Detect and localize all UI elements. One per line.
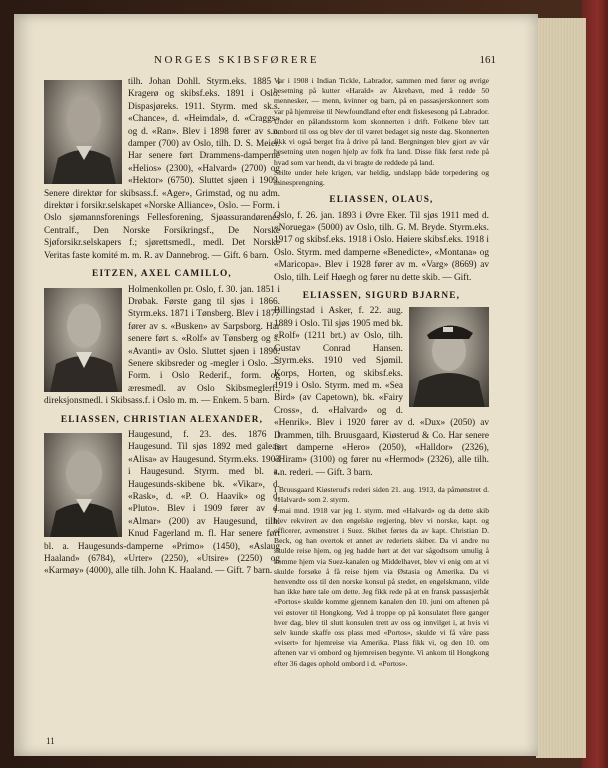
book-page	[14, 14, 538, 756]
entry2-name: EITZEN, AXEL CAMILLO,	[92, 269, 232, 280]
captain-portrait-icon	[409, 307, 489, 407]
portrait-photo-dohll	[44, 80, 122, 184]
portrait-photo-christian-eliassen	[44, 433, 122, 537]
entry4-name: ELIASSEN, OLAUS,	[329, 195, 434, 206]
page-number: 161	[479, 54, 496, 66]
entry3-text: Haugesund, f. 23. des. 1876 i Haugesund. Til sjøs 1892 med galeas «Alisa» av Haugesund. Styrm.eks. 1903 i Haugesund. Styrm. med bl. a. Haugesunds-skibene bk. «Vikar», d. «Rask», d. «P. O. Haavik» og d. «Pluto». Blev i 1909 fører av d. «Almar» (200) av Haugesund, tilh. Knud Fagerland m. fl. Har senere ført bl. a. Haugesunds-damperne «Primo» (1450), «Aslaug Haaland» (6784), «Urter» (2250), «Utsire» (2250) og «Karmøy» (4000), alle tilh. John K. Haaland. — Gift. 7 barn.	[44, 429, 280, 577]
portrait-figure-icon	[44, 288, 122, 392]
portrait-photo-eitzen	[44, 288, 122, 392]
portrait-figure-icon	[44, 433, 122, 537]
portrait-figure-icon	[44, 80, 122, 184]
entry1-text: tilh. Johan Dohll. Styrm.eks. 1885 i Kragerø og skibsf.eks. 1891 i Oslo. Dispasjøreks. 1911. Styrm. med sk.s. «Chance», d. «Heimdal», d. «Craggs» og d. «Ran». Blev i 1898 fører av s.n. damper (700) av Oslo, tilh. D. S. Meier. Har senere ført Drammens-damperne «Helios» (2300), «Halvard» (2700) og «Hektor» (6750). Sluttet sjøen i 1909. Senere direktør for skibsass.f. «Ager», Grimstad, og nu adm. direktør i forsikr.selskapet «Norske Alliance», Oslo. — Form. i Oslo sjømannsforenings Fellesforening, Sjøassurandørenes Centralf., Den Norske Forsikringsf., De Norske Sjøforsikr.selskapers f.; sjørettsmedl., medl. Det Norske Veritas faste komité m. m. R. av Dannebrog. — Gift. 6 barn.	[44, 77, 280, 261]
entry5-name: ELIASSEN, SIGURD BJARNE,	[302, 291, 461, 302]
left-column	[44, 76, 280, 578]
printer-signature: 11	[46, 736, 55, 746]
labrador-rescue-text: Var i 1908 i Indian Tickle, Labrador, sammen med fører og øvrige besetning på kutter «Harald» av Åkrehavn, med å redde 50 mennesker, — menn, kvinner og barn, på en passasjerskonnert som var på hjemreise til Newfoundland efter endt fiskesesong på Labrador. Under en pålandsstorm kom skonnerten i drift. Folkene blev tatt ombord til oss og blev der til været bedaget sig neste dag. Skonnerten fikk vi også berget fra å drive på land. Bergningen blev gjort av vår besetning uten nogen hjelp av folk fra land. Disse fikk først rede på hvad som var hendt, da vi bragte de reddede på land. Seilte under hele krigen, var heldig, undslapp både torpedering og minesprengning.	[274, 76, 489, 188]
entry5-text: Billingstad i Asker, f. 22. aug. 1889 i Oslo. Til sjøs 1905 med bk. «Rolf» (1211 brt.) av Oslo, tilh. Gustav Conrad Hansen. Styrm.eks. 1910 ved Sjømil. Korps, Horten, og skibsf.eks. 1919 i Oslo. Styrm. med m. «Sea Bird» (av Capetown), bk. «Fairy Cross», d. «Halvard» og d. «Henrik». Blev i 1920 fører av d. «Dux» (2050) av Drammen, tilh. Bruusgaard, Kiøsterud & Co. Har senere ført damperne «Hero» (2050), «Halldor» (2326), «Hiram» (3100) og fører nu «Hermod» (2326), alle tilh. s.n. rederi. — Gift. 3 barn.	[274, 306, 489, 478]
right-column	[274, 76, 489, 669]
portrait-photo-sigurd-eliassen	[409, 307, 489, 407]
header-title: NORGES SKIBSFØRERE	[154, 54, 320, 66]
entry3-name: ELIASSEN, CHRISTIAN ALEXANDER,	[60, 414, 264, 425]
page-edges	[536, 18, 586, 758]
entry4-text: Oslo, f. 26. jan. 1893 i Øvre Eker. Til sjøs 1911 med d. «Noruega» (5000) av Oslo, tilh. G. M. Bryde. Styrm.eks. 1917 og skibsf.eks. 1918 i Oslo. Høiere skibsf.eks. 1918 i Oslo. Styrm. med damperne «Benedicte», «Montana» og «Maricopa». Blev i 1928 fører av m. «Varg» (8669) av Oslo, tilh. Leif Høegh og fører nu dette skib. — Gift.	[274, 210, 489, 283]
entry2-text: Holmenkollen pr. Oslo, f. 30. jan. 1851 i Drøbak. Første gang til sjøs i 1866. Styrm.eks. 1871 i Tønsberg. Blev i 1877 fører av s. «Busken» av Sarpsborg. Har senere ført s. «Rolf» av Tønsberg og s. «Avanti» av Oslo. Sluttet sjøen i 1890. Senere skibsreder og -megler i Oslo. — Form. i Oslo Rederif., form. og æresmedl. av Oslo Skibsmeglerf., direksjonsmedl. i Skibsass.f. i Oslo m. m. — Enkem. 5 barn.	[44, 284, 280, 407]
entry5-note: I Bruusgaard Kiøsterud's rederi siden 21. aug. 1913, da påmønstret d. «Halvard» som 2. styrm. I mai mnd. 1918 var jeg 1. styrm. med «Halvard» og da dette skib blev rekvirert av den engelske regjering, blev vi norske, kapt. og officerer, avmønstret i Suez. Skibet førtes da av kapt. Christian D. Beck, og han overtok et annet av rederiets skiber. Da vi andre nu skulde reise hjem, og jeg hadde hørt at det var sågodtsom umulig å komme hjem via Suez-kanalen og Middelhavet, blev vi enig om at vi skulde forsøke å få reise hjem via Østasia og Amerika. Da vi henvendte oss til den norske konsul på stedet, en engelskmann, vilde han ikke høre tale om dette. Jeg fikk rede på at en fransk passasjerbåt «Portos» skulde komme gjennem kanalen den 10. juni om aftenen på vei østover til Hongkong. Ved å troppe op på konsulatet flere ganger hver dag, blev til slutt konsulen trett av oss og innvilget i, at hvis vi selv kunde skaffe oss plass med «Portos», skulde vi få våre pass «visert» for hjemreise via Amerika. Plass fikk vi, og den 10. om aftenen var vi ombord og hjemreisen begynte. Vi ankom til Hongkong efter 36 dages ophold ombord i d. «Portos».	[274, 485, 489, 668]
